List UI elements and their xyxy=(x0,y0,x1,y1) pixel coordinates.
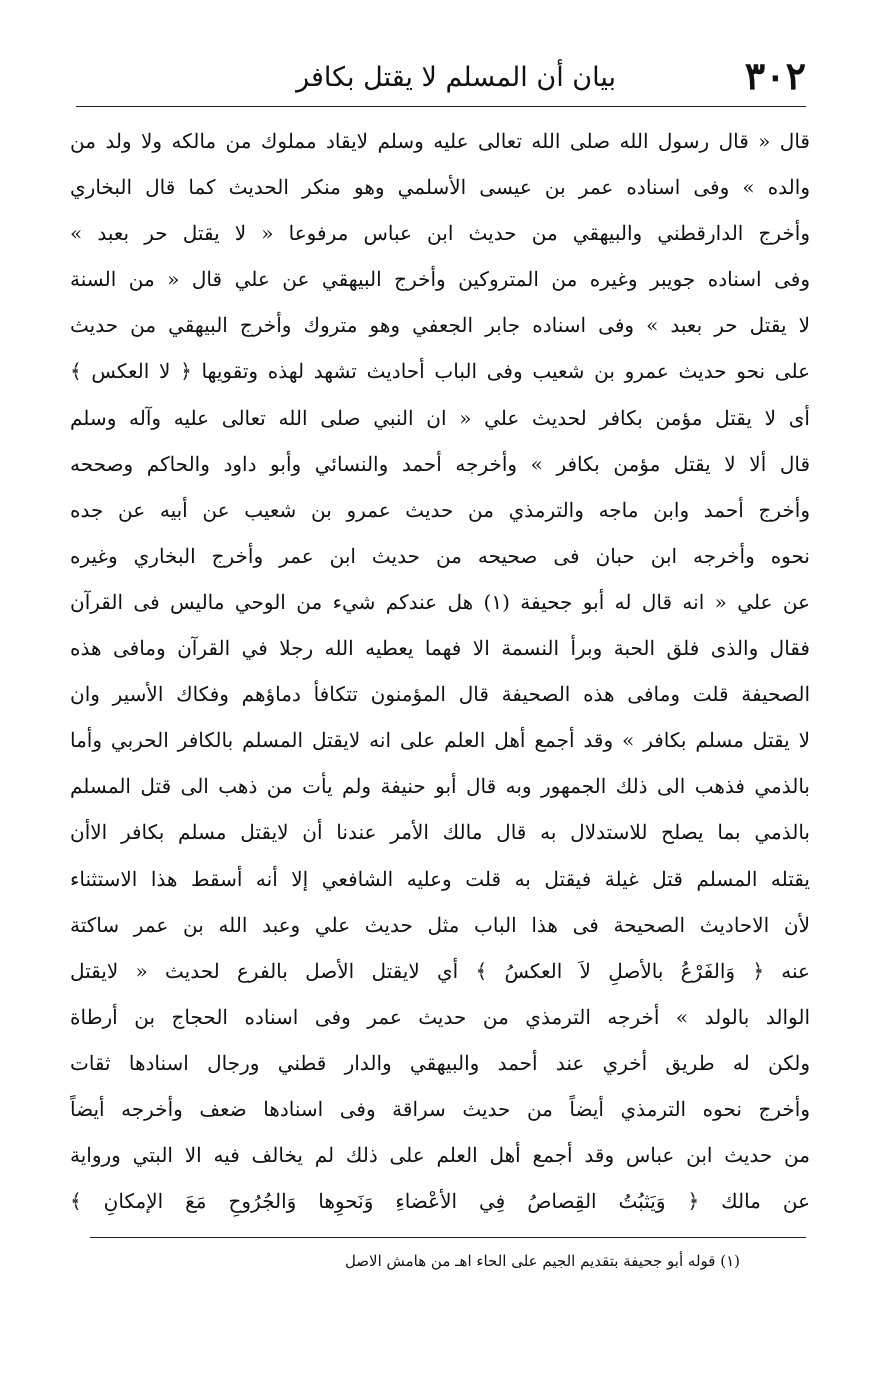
header-divider xyxy=(76,106,806,107)
text-line: وأخرج الدارقطني والبيهقي من حديث ابن عباس مرفوعا « لا يقتل حر بعبد » xyxy=(70,221,810,246)
text-line: وأخرج نحوه الترمذي أيضاً من حديث سراقة وفى اسنادها ضعف وأخرجه أيضاً xyxy=(70,1096,810,1121)
text-line: عنه ﴿ وَالفَرْعُ بالأصلِ لاَ العكسُ ﴾ أي لايقتل الأصل بالفرع لحديث « لايقتل xyxy=(70,958,810,983)
text-line: فقال والذى فلق الحبة وبرأ النسمة الا فهما يعطيه الله رجلا في القرآن ومافى هذه xyxy=(70,636,810,661)
text-line: على نحو حديث عمرو بن شعيب وفى الباب أحاديث تشهد لهذه وتقويها ﴿ لا العكس ﴾ xyxy=(70,359,810,384)
running-title: بيان أن المسلم لا يقتل بكافر xyxy=(296,62,616,93)
text-line: لا يقتل حر بعبد » وفى اسناده جابر الجعفي وهو متروك وأخرج البيهقي من حديث xyxy=(70,313,810,338)
text-line: وأخرج أحمد وابن ماجه والترمذي من حديث عمرو بن شعيب عن أبيه عن جده xyxy=(70,497,810,522)
page-header xyxy=(76,52,806,102)
text-line: نحوه وأخرجه ابن حبان فى صحيحه من حديث ابن عمر وأخرج البخاري وغيره xyxy=(70,543,810,568)
text-line: أى لا يقتل مؤمن بكافر لحديث علي « ان النبي صلى الله تعالى عليه وآله وسلم xyxy=(70,405,810,430)
text-line: من حديث ابن عباس وقد أجمع أهل العلم على ذلك لم يخالف فيه الا البتي ورواية xyxy=(70,1143,810,1168)
text-line: الوالد بالولد » أخرجه الترمذي من حديث عمر وفى اسناده الحجاج بن أرطاة xyxy=(70,1004,810,1029)
text-line: لا يقتل مسلم بكافر » وقد أجمع أهل العلم على انه لايقتل المسلم بالكافر الحربي وأما xyxy=(70,728,810,753)
text-line: بالذمي بما يصلح للاستدلال به قال مالك الأمر عندنا أن لايقتل مسلم بكافر الاأن xyxy=(70,820,810,845)
page-number: ٣٠٢ xyxy=(744,53,806,98)
text-line: قال « قال رسول الله صلى الله تعالى عليه وسلم لايقاد مملوك من مالكه ولا ولد من xyxy=(70,129,810,153)
footnote: (١) قوله أبو جحيفة بتقديم الجيم على الحاء اهـ من هامش الاصل xyxy=(344,1252,740,1270)
text-line: قال ألا لا يقتل مؤمن بكافر » وأخرجه أحمد والنسائي وأبو داود والحاكم وصححه xyxy=(70,451,810,476)
text-line: عن مالك ﴿ وَيَثبُتُ القِصاصُ فِي الأعْضاءِ وَنَحوِها وَالجُرُوحِ مَعَ الإمكانِ ﴾ xyxy=(70,1189,810,1214)
text-line: والده » وفى اسناده عمر بن عيسى الأسلمي وهو منكر الحديث كما قال البخاري xyxy=(70,175,810,200)
text-line: الصحيفة قلت ومافى هذه الصحيفة قال المؤمنون تتكافأ دماؤهم وفكاك الأسير وان xyxy=(70,682,810,707)
text-line: لأن الاحاديث الصحيحة فى هذا الباب مثل حديث علي وعبد الله بن عمر ساكتة xyxy=(70,912,810,937)
text-line: عن علي « انه قال له أبو جحيفة (١) هل عندكم شيء من الوحي ماليس فى القرآن xyxy=(70,589,810,614)
body-text xyxy=(70,118,810,1224)
text-line: وفى اسناده جويبر وغيره من المتروكين وأخرج البيهقي عن علي قال « من السنة xyxy=(70,267,810,292)
text-line: ولكن له طريق أخري عند أحمد والبيهقي والدار قطني ورجال اسنادها ثقات xyxy=(70,1050,810,1075)
text-line: بالذمي فذهب الى ذلك الجمهور وبه قال أبو حنيفة ولم يأت من ذهب الى قتل المسلم xyxy=(70,774,810,799)
text-line: يقتله المسلم قتل غيلة فيقتل به قلت وعليه الشافعي إلا أنه أسقط هذا الاستثناء xyxy=(70,866,810,891)
footnote-divider xyxy=(90,1237,806,1238)
